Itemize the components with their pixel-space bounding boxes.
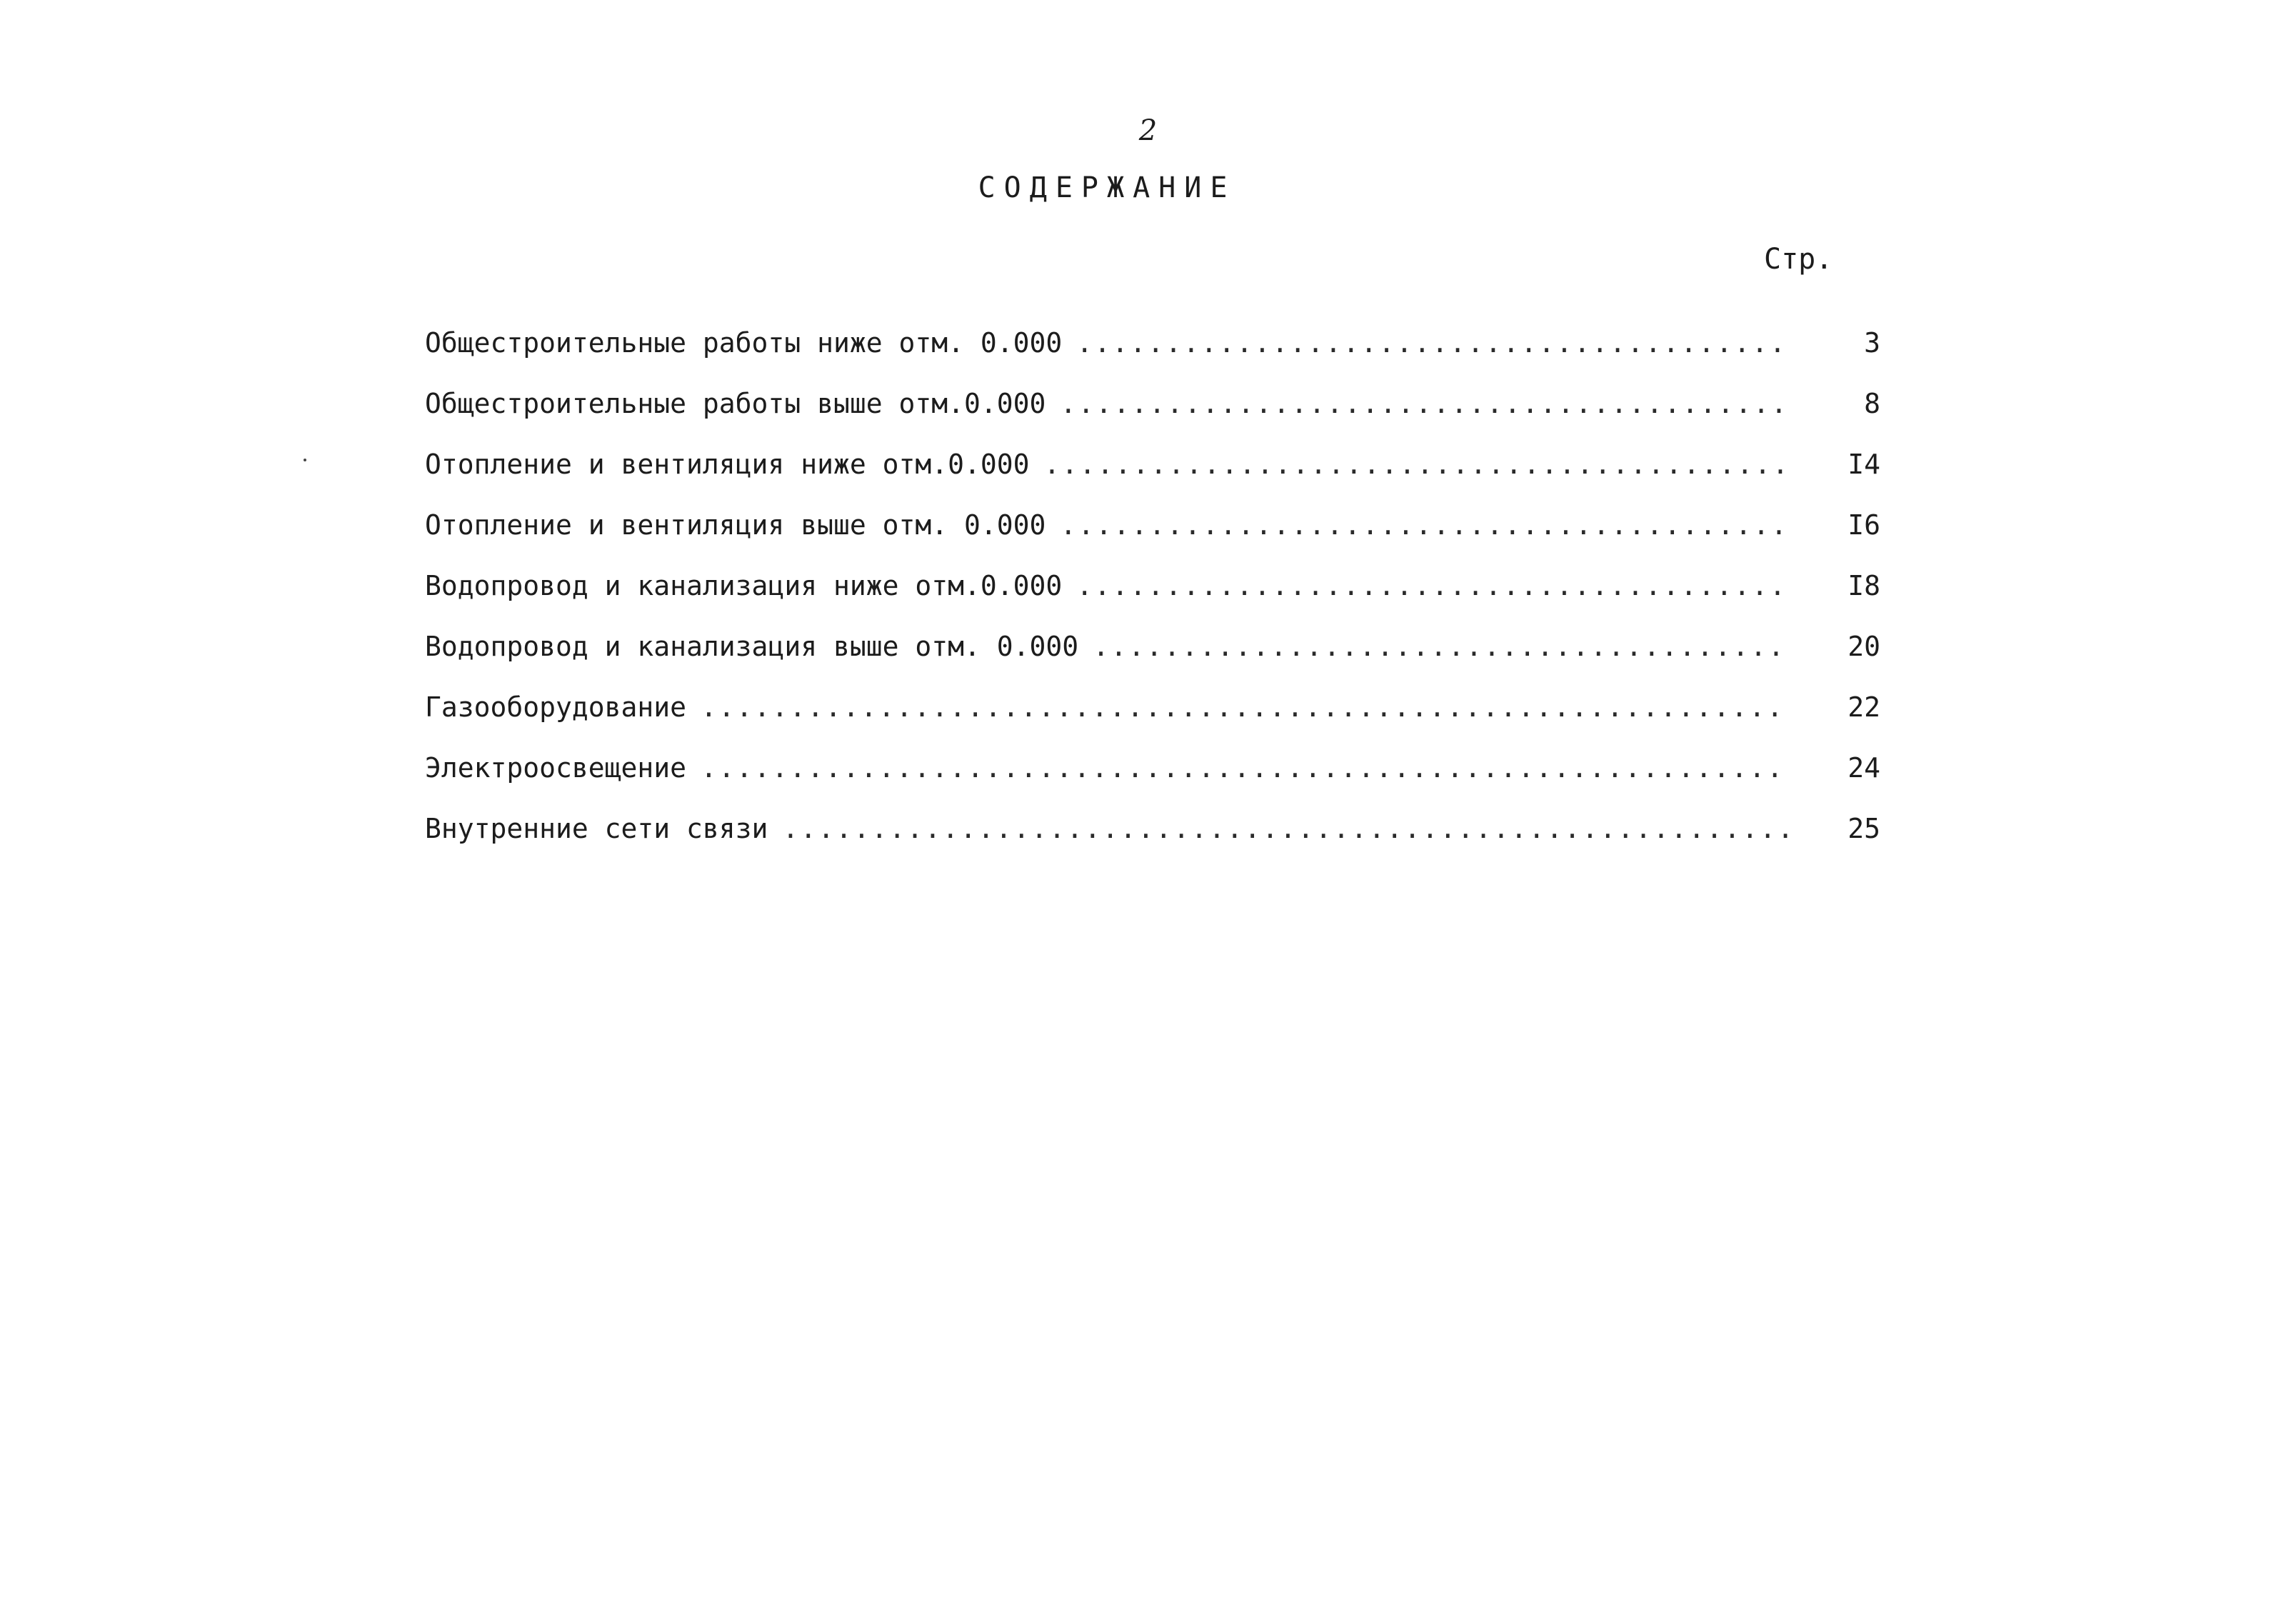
toc-entry-page: 22	[1848, 691, 1880, 723]
dot-leader	[782, 811, 1788, 846]
toc-entry	[425, 325, 1889, 386]
dot-leader	[1060, 507, 1788, 543]
toc-entry-page: 8	[1864, 388, 1880, 419]
dot-leader	[1076, 568, 1788, 604]
toc-entry-label: Внутренние сети связи	[425, 813, 768, 844]
toc-entry-label: Отопление и вентиляция выше отм. 0.000	[425, 509, 1046, 541]
toc-entry-page: I8	[1848, 570, 1880, 601]
toc-title: СОДЕРЖАНИЕ	[978, 171, 1236, 204]
toc-entry-label: Общестроительные работы ниже отм. 0.000	[425, 327, 1063, 359]
toc-entry-label: Водопровод и канализация ниже отм.0.000	[425, 570, 1063, 601]
dot-leader	[1060, 386, 1788, 421]
toc-entry-page: 20	[1848, 631, 1880, 662]
page-column-header: Стр.	[1764, 243, 1833, 276]
toc-entry-page: 3	[1864, 327, 1880, 359]
page-number: 2	[1138, 114, 1158, 147]
dot-leader	[1076, 325, 1788, 361]
toc-entry	[425, 689, 1889, 750]
toc-entry	[425, 811, 1889, 871]
toc-entry	[425, 629, 1889, 689]
toc-entry-label: Водопровод и канализация выше отм. 0.000	[425, 631, 1079, 662]
toc-entry	[425, 568, 1889, 629]
toc-entry-label: Электроосвещение	[425, 752, 687, 784]
dot-leader	[1093, 629, 1788, 664]
dot-leader	[1043, 446, 1788, 482]
toc-entry-page: 24	[1848, 752, 1880, 784]
toc-entry	[425, 507, 1889, 568]
toc-entry-page: I6	[1848, 509, 1880, 541]
toc-entry-page: 25	[1848, 813, 1880, 844]
dot-leader	[701, 689, 1788, 725]
toc-entry-label: Общестроительные работы выше отм.0.000	[425, 388, 1046, 419]
toc-entry	[425, 446, 1889, 507]
toc-entry-label: Отопление и вентиляция ниже отм.0.000	[425, 449, 1030, 480]
stray-mark	[304, 459, 306, 461]
toc-list	[425, 325, 1889, 871]
toc-entry	[425, 750, 1889, 811]
dot-leader	[701, 750, 1788, 786]
toc-entry	[425, 386, 1889, 446]
toc-entry-label: Газооборудование	[425, 691, 687, 723]
toc-entry-page: I4	[1848, 449, 1880, 480]
